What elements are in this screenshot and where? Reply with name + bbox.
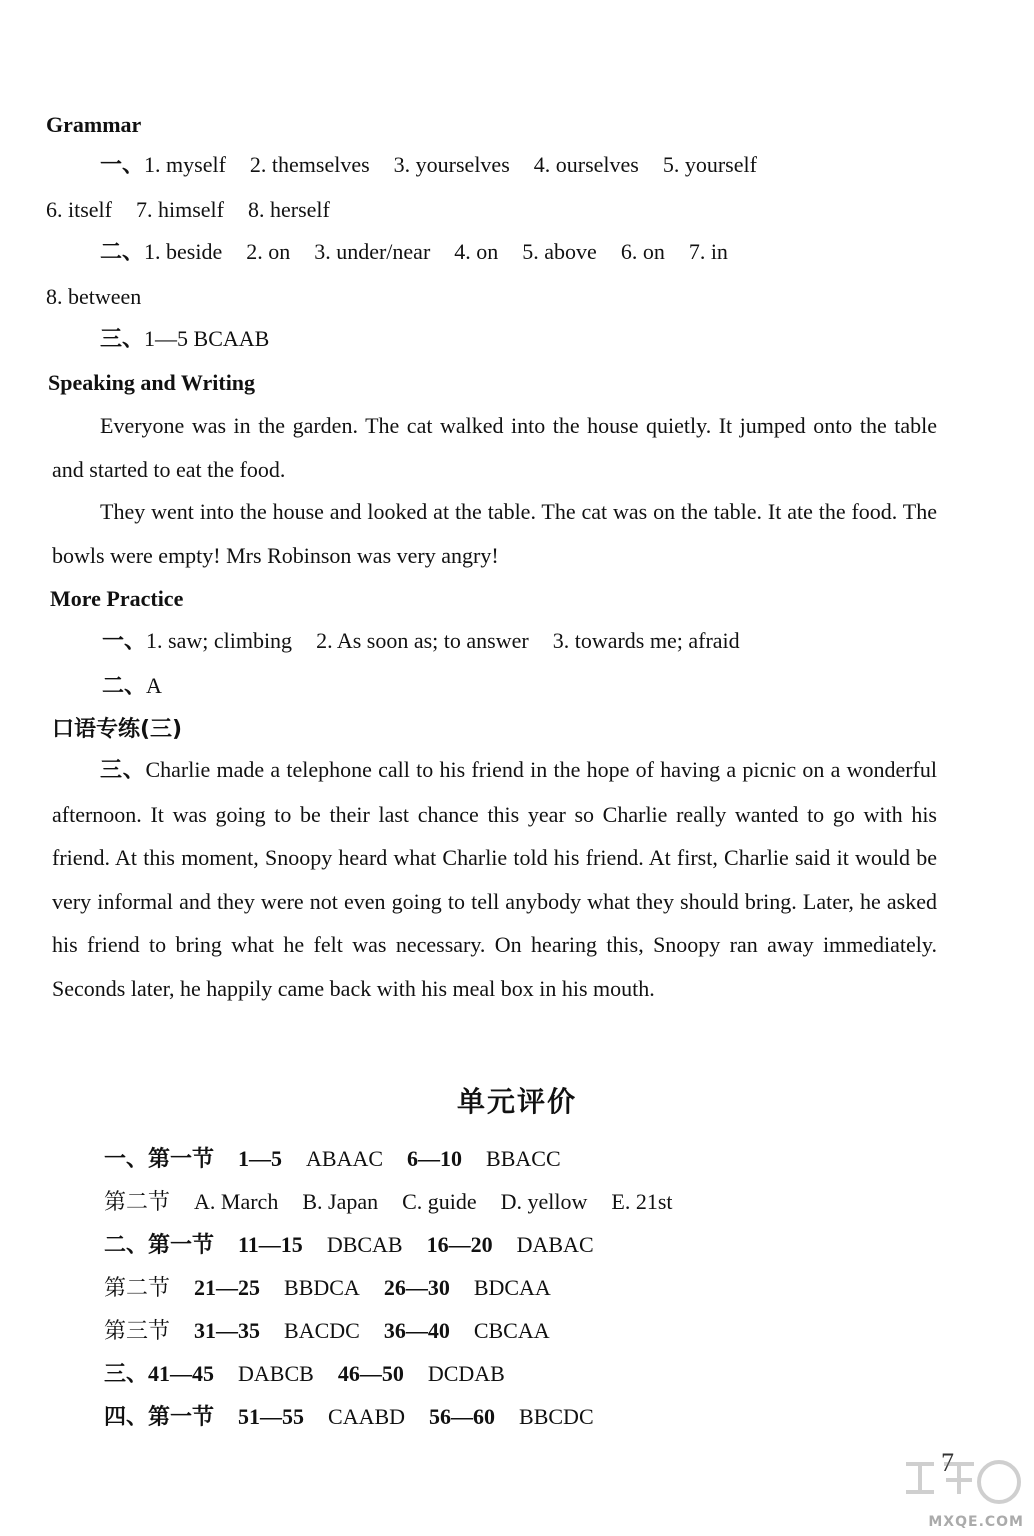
oral-practice-part3-prefix: 三、 — [100, 758, 146, 783]
grammar-heading: Grammar — [46, 112, 142, 137]
grammar-part3-prefix: 三、 — [100, 327, 145, 352]
grammar-part1-prefix: 一、 — [100, 153, 145, 178]
more-practice-part2: 二、A — [102, 673, 162, 699]
oral-practice-paragraph: 三、Charlie made a telephone call to his friend in the hope of having a picnic on a wonderful afternoon. It was going to be their last chance this year so Charlie really wanted to go with his friend. At this moment, Snoopy heard what Charlie told his friend. At first, Charlie said it would be very informal and they were not even going to tell anybody what they should bring. Later, he asked his friend to bring what he felt was necessary. On hearing this, Snoopy ran away immediately. Seconds later, he happily came back with his meal box in his mouth. — [52, 757, 937, 1001]
more-practice-part2-prefix: 二、 — [102, 674, 147, 699]
evaluation-row-5: 第三节 31—35 BACDC 36—40 CBCAA — [104, 1318, 550, 1344]
speaking-writing-paragraph-2: They went into the house and looked at the table. The cat was on the table. It ate the food. The bowls were empty! Mrs Robinson was very angry! — [52, 499, 937, 568]
speaking-writing-paragraph-1: Everyone was in the garden. The cat walked into the house quietly. It jumped onto the table and started to eat the food. — [52, 413, 937, 482]
more-practice-part1: 一、1. saw; climbing 2. As soon as; to answer 3. towards me; afraid — [102, 628, 740, 654]
speaking-writing-heading: Speaking and Writing — [48, 370, 256, 395]
evaluation-row-4: 第二节 21—25 BBDCA 26—30 BDCAA — [104, 1275, 551, 1301]
grammar-part2-prefix: 二、 — [100, 240, 145, 265]
grammar-part2-line1: 二、1. beside 2. on 3. under/near 4. on 5. above 6. on 7. in — [100, 239, 728, 265]
evaluation-row-2: 第二节 A. March B. Japan C. guide D. yellow E. 21st — [104, 1189, 673, 1215]
more-practice-part1-prefix: 一、 — [102, 629, 147, 654]
evaluation-row-1: 一、第一节 1—5 ABAAC 6—10 BBACC — [104, 1146, 561, 1172]
oral-practice-heading: 口语专练(三) — [52, 717, 183, 742]
unit-evaluation-title: 单元评价 — [456, 1085, 577, 1118]
grammar-part1-line1: 一、1. myself 2. themselves 3. yourselves 4. ourselves 5. yourself — [100, 152, 757, 178]
page-number: 7 — [941, 1448, 954, 1477]
watermark-text: MXQE.COM — [928, 1514, 1024, 1530]
evaluation-row-3: 二、第一节 11—15 DBCAB 16—20 DABAC — [104, 1232, 594, 1258]
more-practice-heading: More Practice — [50, 586, 184, 611]
evaluation-row-6: 三、41—45 DABCB 46—50 DCDAB — [104, 1361, 505, 1387]
grammar-part3: 三、1—5 BCAAB — [100, 326, 270, 352]
grammar-part2-line2: 8. between — [46, 284, 142, 309]
evaluation-row-7: 四、第一节 51—55 CAABD 56—60 BBCDC — [104, 1404, 594, 1430]
grammar-part1-line2: 6. itself 7. himself 8. herself — [46, 197, 330, 222]
